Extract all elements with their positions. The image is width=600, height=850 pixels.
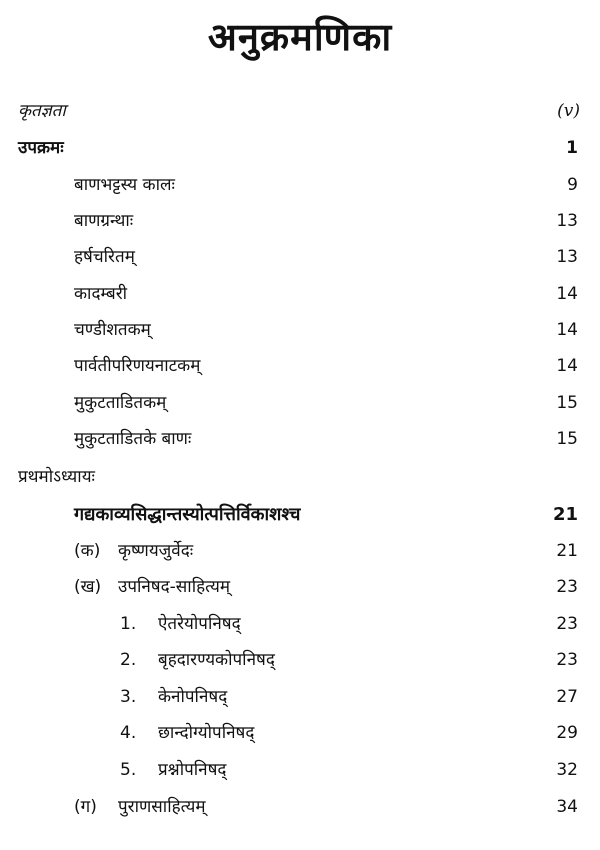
toc-entry-page: 13 <box>556 211 578 231</box>
toc-entry-page: 14 <box>556 356 578 376</box>
toc-entry-page: 23 <box>556 577 578 597</box>
toc-entry-label: ऐतरेयोपनिषद् <box>158 614 241 634</box>
toc-entry <box>0 609 600 639</box>
toc-entry-page: 14 <box>556 320 578 340</box>
toc-entry-page: 21 <box>552 504 578 525</box>
toc-entry-label: गद्यकाव्यसिद्धान्तस्योत्पत्तिर्विकाशश्च <box>74 504 301 525</box>
toc-entry-page: (v) <box>557 101 580 121</box>
toc-entry-label: प्रश्नोपनिषद् <box>158 760 227 780</box>
toc-chapter-title <box>0 500 600 530</box>
toc-entry-number: (ख) <box>74 577 102 597</box>
toc-entry-label: बृहदारण्यकोपनिषद् <box>158 650 275 670</box>
toc-entry <box>0 536 600 566</box>
toc-chapter-heading <box>0 462 600 492</box>
toc-entry-page: 15 <box>556 429 578 449</box>
toc-entry <box>0 682 600 712</box>
toc-entry <box>0 388 600 418</box>
toc-entry <box>0 206 600 236</box>
toc-entry <box>0 351 600 381</box>
toc-entry-acknowledgement <box>0 96 600 126</box>
toc-entry <box>0 755 600 785</box>
toc-entry-page: 1 <box>566 138 578 158</box>
toc-entry-label: छान्दोग्योपनिषद् <box>158 723 255 743</box>
toc-entry-label: पार्वतीपरिणयनाटकम् <box>74 356 201 376</box>
toc-entry-page: 32 <box>556 760 578 780</box>
toc-entry-label: उपनिषद-साहित्यम् <box>118 577 231 597</box>
toc-entry-page: 23 <box>556 614 578 634</box>
toc-entry-page: 29 <box>556 723 578 743</box>
toc-entry-label: चण्डीशतकम् <box>74 320 151 340</box>
toc-entry-label: कृतज्ञता <box>18 101 66 121</box>
toc-entry-label: कृष्णयजुर्वेदः <box>118 541 194 561</box>
toc-entry <box>0 170 600 200</box>
toc-entry-introduction <box>0 133 600 163</box>
toc-entry-page: 14 <box>556 284 578 304</box>
toc-entry <box>0 424 600 454</box>
toc-entry-page: 23 <box>556 650 578 670</box>
toc-entry-label: बाणग्रन्थाः <box>74 211 134 231</box>
toc-entry-label: मुकुटताडितके बाणः <box>74 429 192 449</box>
toc-entry <box>0 572 600 602</box>
toc-entry-page: 34 <box>556 797 578 817</box>
toc-entry-number: (क) <box>74 541 101 561</box>
toc-entry-number: 4. <box>120 723 137 743</box>
toc-entry <box>0 645 600 675</box>
page-title: अनुक्रमणिका <box>207 14 393 59</box>
toc-entry-label: उपक्रमः <box>18 138 64 158</box>
toc-entry-label: पुराणसाहित्यम् <box>118 797 206 817</box>
toc-entry-number: 5. <box>120 760 137 780</box>
toc-entry-number: (ग) <box>74 797 97 817</box>
toc-entry-page: 27 <box>556 687 578 707</box>
toc-entry-page: 9 <box>567 175 578 195</box>
toc-entry-page: 15 <box>556 393 578 413</box>
toc-entry-label: केनोपनिषद् <box>158 687 228 707</box>
toc-entry <box>0 718 600 748</box>
toc-entry-page: 13 <box>556 247 578 267</box>
toc-entry-label: कादम्बरी <box>74 284 128 304</box>
toc-entry-label: बाणभट्टस्य कालः <box>74 175 175 195</box>
toc-entry <box>0 242 600 272</box>
toc-entry <box>0 792 600 822</box>
toc-entry-label: हर्षचरितम् <box>74 247 135 267</box>
toc-entry-label: प्रथमोऽध्यायः <box>18 467 95 487</box>
toc-entry-number: 1. <box>120 614 137 634</box>
toc-entry <box>0 279 600 309</box>
toc-entry-number: 2. <box>120 650 137 670</box>
toc-entry-page: 21 <box>556 541 578 561</box>
toc-entry-label: मुकुटताडितकम् <box>74 393 167 413</box>
toc-entry-number: 3. <box>120 687 137 707</box>
toc-entry <box>0 315 600 345</box>
